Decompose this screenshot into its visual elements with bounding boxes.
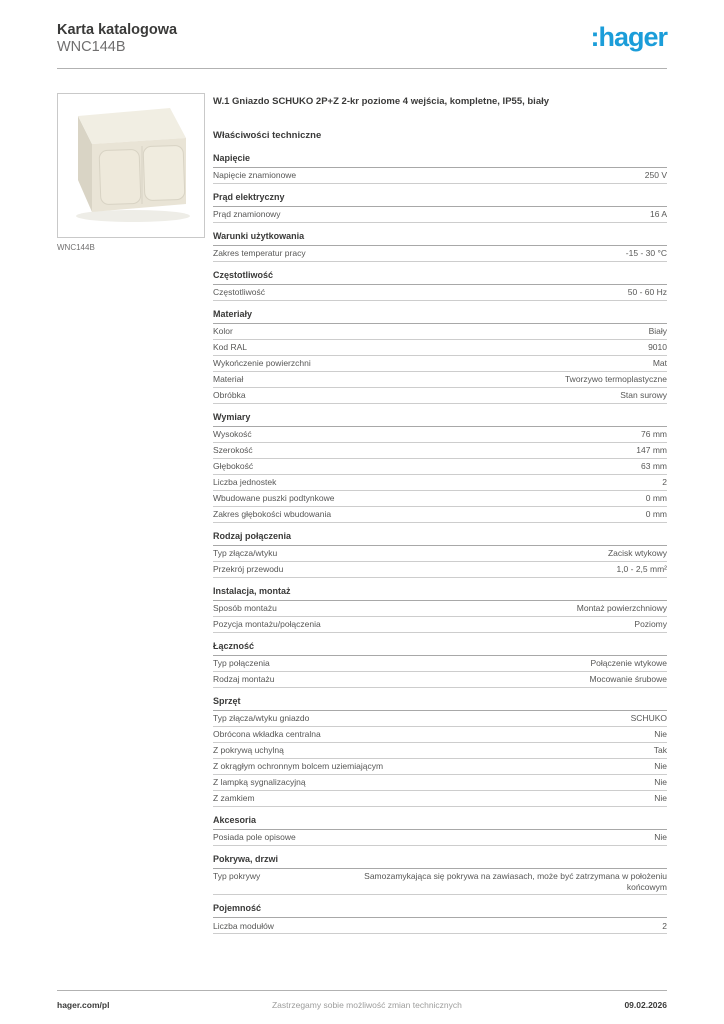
spec-row — [213, 743, 667, 759]
spec-section — [213, 531, 667, 578]
spec-row — [213, 562, 667, 578]
spec-label: Liczba modułów — [213, 920, 274, 931]
spec-row — [213, 324, 667, 340]
spec-row — [213, 246, 667, 262]
spec-label: Typ połączenia — [213, 658, 270, 669]
spec-label: Typ złącza/wtyku — [213, 548, 278, 559]
spec-label: Posiada pole opisowe — [213, 832, 296, 843]
spec-value: Nie — [654, 777, 667, 788]
spec-value: 1,0 - 2,5 mm² — [616, 564, 667, 575]
spec-section-title: Napięcie — [213, 153, 667, 168]
spec-label: Z okrągłym ochronnym bolcem uziemiającym — [213, 761, 384, 772]
spec-section — [213, 270, 667, 301]
spec-section-title: Rodzaj połączenia — [213, 531, 667, 546]
spec-section — [213, 231, 667, 262]
spec-section-title: Instalacja, montaż — [213, 586, 667, 601]
product-image-caption: WNC144B — [57, 243, 95, 253]
spec-label: Prąd znamionowy — [213, 209, 281, 220]
spec-section — [213, 903, 667, 934]
spec-section-title: Pokrywa, drzwi — [213, 854, 667, 869]
spec-value: -15 - 30 °C — [625, 248, 667, 259]
spec-value: 63 mm — [641, 461, 667, 472]
spec-label: Typ pokrywy — [213, 871, 261, 882]
spec-row — [213, 791, 667, 807]
spec-row — [213, 601, 667, 617]
spec-section — [213, 309, 667, 404]
spec-section-title: Materiały — [213, 309, 667, 324]
spec-section — [213, 153, 667, 184]
product-title: W.1 Gniazdo SCHUKO 2P+Z 2-kr poziome 4 wejścia, kompletne, IP55, biały — [213, 96, 550, 108]
spec-value: Biały — [648, 326, 667, 337]
header-title-block — [57, 22, 177, 56]
spec-label: Szerokość — [213, 445, 253, 456]
spec-label: Wbudowane puszki podtynkowe — [213, 493, 335, 504]
spec-label: Częstotliwość — [213, 287, 265, 298]
spec-row — [213, 507, 667, 523]
spec-section-title: Częstotliwość — [213, 270, 667, 285]
spec-section-title: Łączność — [213, 641, 667, 656]
spec-row — [213, 775, 667, 791]
spec-value: 0 mm — [645, 493, 667, 504]
spec-label: Typ złącza/wtyku gniazdo — [213, 713, 310, 724]
spec-value: 16 A — [649, 209, 667, 220]
spec-label: Głębokość — [213, 461, 254, 472]
footer-website-link[interactable]: hager.com/pl — [57, 1000, 110, 1010]
spec-section-title: Wymiary — [213, 412, 667, 427]
spec-value: Zacisk wtykowy — [607, 548, 667, 559]
spec-label: Przekrój przewodu — [213, 564, 284, 575]
spec-column — [213, 93, 667, 934]
spec-value: Stan surowy — [620, 390, 667, 401]
spec-section — [213, 641, 667, 688]
product-image — [57, 93, 205, 238]
spec-value: 2 — [662, 477, 667, 488]
footer-divider — [57, 990, 667, 991]
spec-section — [213, 412, 667, 523]
spec-row — [213, 427, 667, 443]
spec-row — [213, 356, 667, 372]
spec-row — [213, 830, 667, 846]
spec-row — [213, 656, 667, 672]
spec-value: Nie — [654, 729, 667, 740]
footer-row — [57, 1000, 667, 1010]
spec-row — [213, 340, 667, 356]
spec-row — [213, 672, 667, 688]
spec-row — [213, 918, 667, 934]
spec-value: 2 — [662, 920, 667, 931]
spec-value: Nie — [654, 832, 667, 843]
spec-value: 0 mm — [645, 509, 667, 520]
spec-value: Poziomy — [634, 619, 667, 630]
page-header — [0, 0, 724, 56]
hager-logo: :hager — [590, 22, 667, 52]
spec-value: Mat — [652, 358, 667, 369]
spec-label: Liczba jednostek — [213, 477, 277, 488]
spec-label: Sposób montażu — [213, 603, 277, 614]
product-image-column — [57, 93, 205, 252]
spec-row — [213, 285, 667, 301]
spec-value: 147 mm — [636, 445, 667, 456]
spec-value: 50 - 60 Hz — [627, 287, 667, 298]
spec-value: Mocowanie śrubowe — [589, 674, 667, 685]
spec-section-title: Pojemność — [213, 903, 667, 918]
spec-section — [213, 815, 667, 846]
spec-row — [213, 168, 667, 184]
spec-value: Samozamykająca się pokrywa na zawiasach, może być zatrzymana w położeniu końcowym — [364, 871, 667, 892]
spec-section-title: Prąd elektryczny — [213, 192, 667, 207]
spec-label: Rodzaj montażu — [213, 674, 275, 685]
spec-section-title: Akcesoria — [213, 815, 667, 830]
spec-label: Wykończenie powierzchni — [213, 358, 311, 369]
spec-row — [213, 443, 667, 459]
spec-value: Nie — [654, 761, 667, 772]
spec-label: Zakres temperatur pracy — [213, 248, 306, 259]
spec-row — [213, 546, 667, 562]
spec-value: Nie — [654, 793, 667, 804]
spec-row — [213, 372, 667, 388]
spec-row — [213, 617, 667, 633]
spec-label: Z zamkiem — [213, 793, 255, 804]
main-content — [0, 69, 724, 934]
spec-value: Połączenie wtykowe — [590, 658, 667, 669]
spec-label: Kod RAL — [213, 342, 248, 353]
spec-label: Kolor — [213, 326, 233, 337]
spec-row — [213, 491, 667, 507]
document-type-title: Karta katalogowa — [57, 22, 178, 38]
spec-value: 250 V — [644, 170, 667, 181]
spec-label: Z lampką sygnalizacyjną — [213, 777, 306, 788]
footer-disclaimer: Zastrzegamy sobie możliwość zmian technicznych — [271, 1000, 462, 1010]
spec-section — [213, 854, 667, 896]
header-product-code: WNC144B — [57, 38, 126, 55]
spec-value: 76 mm — [641, 429, 667, 440]
spec-label: Materiał — [213, 374, 244, 385]
spec-label: Wysokość — [213, 429, 252, 440]
spec-row — [213, 207, 667, 223]
spec-row — [213, 388, 667, 404]
spec-value: 9010 — [648, 342, 667, 353]
spec-table — [213, 153, 667, 935]
spec-label: Z pokrywą uchylną — [213, 745, 284, 756]
footer-date: 09.02.2026 — [624, 1000, 667, 1010]
spec-value: SCHUKO — [630, 713, 667, 724]
spec-row — [213, 759, 667, 775]
spec-section — [213, 696, 667, 807]
spec-section-title: Sprzęt — [213, 696, 667, 711]
spec-value: Montaż powierzchniowy — [576, 603, 667, 614]
spec-section-title: Warunki użytkowania — [213, 231, 667, 246]
product-photo-socket-box — [58, 94, 204, 237]
spec-value: Tak — [653, 745, 667, 756]
spec-section — [213, 192, 667, 223]
spec-row — [213, 711, 667, 727]
spec-section — [213, 586, 667, 633]
spec-row — [213, 475, 667, 491]
technical-properties-heading: Właściwości techniczne — [213, 129, 322, 141]
spec-label: Obrócona wkładka centralna — [213, 729, 321, 740]
spec-row — [213, 869, 667, 896]
spec-label: Napięcie znamionowe — [213, 170, 297, 181]
spec-value: Tworzywo termoplastyczne — [564, 374, 667, 385]
page-footer — [57, 990, 667, 1010]
spec-row — [213, 727, 667, 743]
spec-label: Pozycja montażu/połączenia — [213, 619, 321, 630]
spec-label: Zakres głębokości wbudowania — [213, 509, 332, 520]
spec-label: Obróbka — [213, 390, 246, 401]
spec-row — [213, 459, 667, 475]
